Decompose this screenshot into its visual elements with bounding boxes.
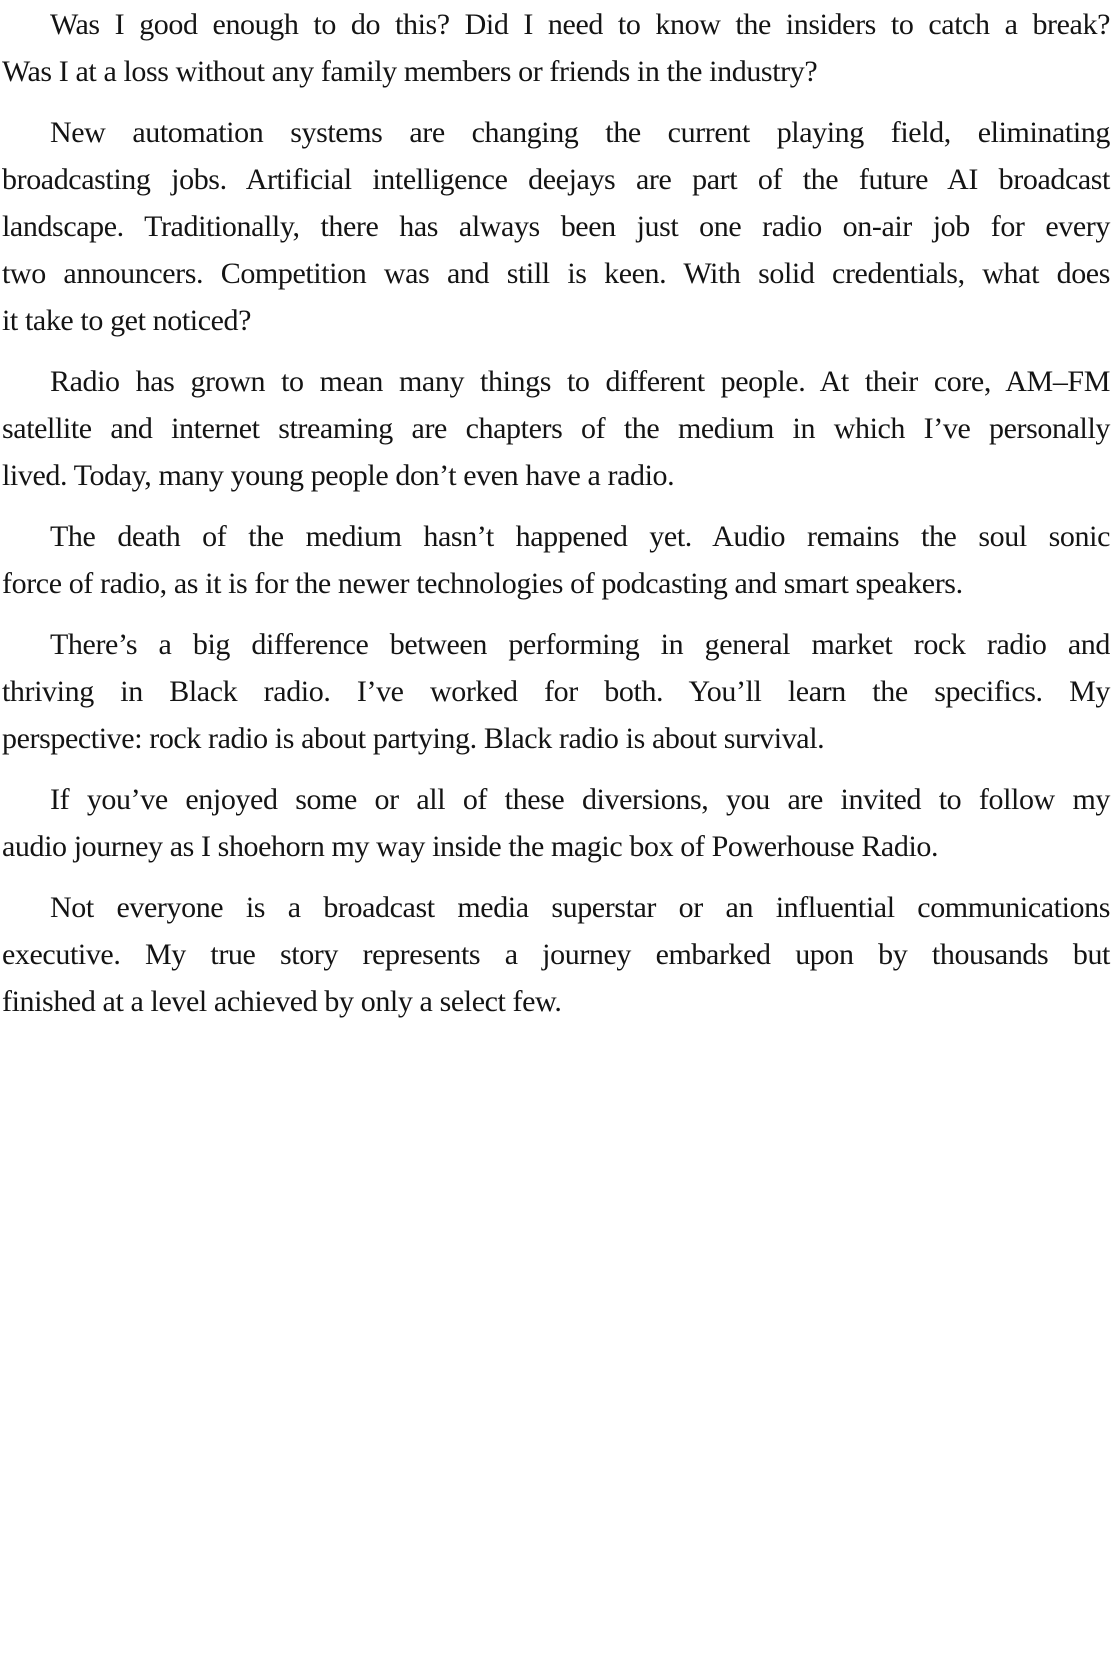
text-line: landscape. Traditionally, there has always been just one radio on-air job for every: [2, 210, 1110, 243]
text-line: finished at a level achieved by only a select few.: [2, 985, 562, 1018]
paragraph: [2, 358, 1110, 499]
text-line: thriving in Black radio. I’ve worked for both. You’ll learn the specifics. My: [2, 675, 1110, 708]
text-line: audio journey as I shoehorn my way inside the magic box of Powerhouse Radio.: [2, 830, 939, 863]
paragraph: [2, 884, 1110, 1025]
text-line: Radio has grown to mean many things to different people. At their core, AM–FM: [50, 365, 1110, 398]
text-line: Was I at a loss without any family members or friends in the industry?: [2, 55, 818, 88]
text-line: New automation systems are changing the current playing field, eliminating: [50, 116, 1110, 149]
paragraph: [2, 513, 1110, 607]
text-line: satellite and internet streaming are chapters of the medium in which I’ve personally: [2, 412, 1110, 445]
text-line: two announcers. Competition was and still is keen. With solid credentials, what does: [2, 257, 1110, 290]
text-line: If you’ve enjoyed some or all of these diversions, you are invited to follow my: [50, 783, 1110, 816]
paragraph: [2, 621, 1110, 762]
paragraph: [2, 109, 1110, 344]
text-line: executive. My true story represents a journey embarked upon by thousands but: [2, 938, 1110, 971]
text-line: The death of the medium hasn’t happened yet. Audio remains the soul sonic: [50, 520, 1110, 553]
text-line: Not everyone is a broadcast media superstar or an influential communications: [50, 891, 1110, 924]
text-line: force of radio, as it is for the newer technologies of podcasting and smart speakers.: [2, 567, 963, 600]
text-line: it take to get noticed?: [2, 304, 252, 337]
text-line: There’s a big difference between performing in general market rock radio and: [50, 628, 1110, 661]
text-line: broadcasting jobs. Artificial intelligence deejays are part of the future AI broadcast: [2, 163, 1110, 196]
paragraph: [2, 776, 1110, 870]
text-line: lived. Today, many young people don’t even have a radio.: [2, 459, 675, 492]
text-line: Was I good enough to do this? Did I need to know the insiders to catch a break?: [50, 8, 1110, 41]
text-line: perspective: rock radio is about partying. Black radio is about survival.: [2, 722, 825, 755]
paragraph: [2, 1, 1110, 95]
